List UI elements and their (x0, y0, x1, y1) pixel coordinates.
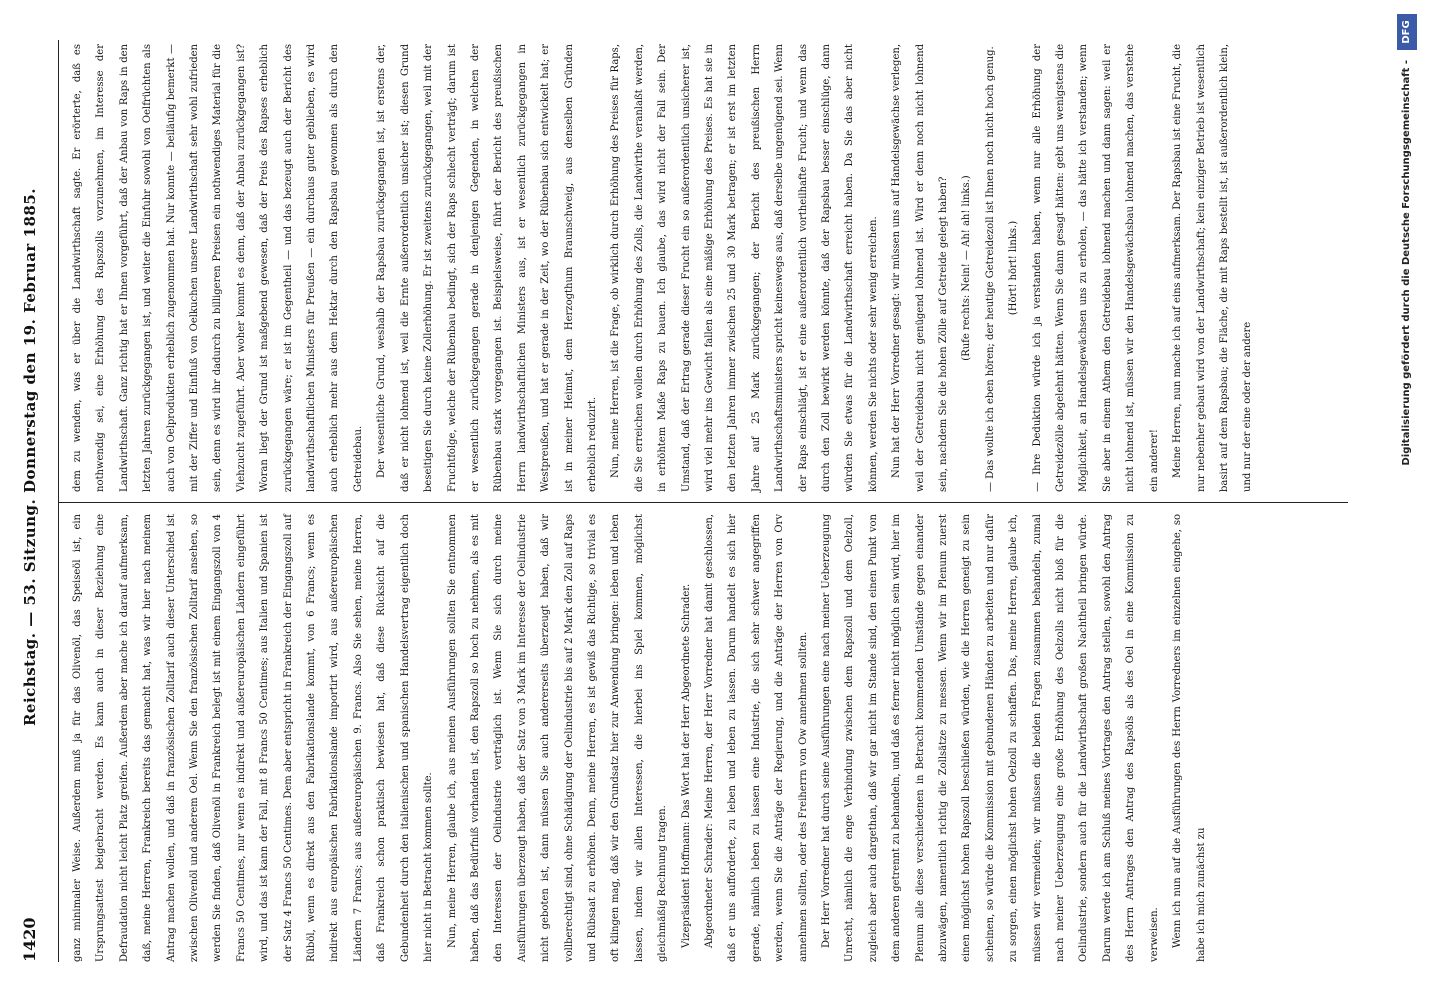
paragraph: Wenn ich nun auf die Ausführungen des Herrn Vorredners im einzelnen eingehe, so habe ich mich zunächst zu (1172, 514, 1207, 962)
paragraph: Nun, meine Herren, ist die Frage, ob wirklich durch Erhöhung des Preises für Raps, die Sie erreichen wollen durch Erhöhung des Zolls, die Landwirthe veranlaßt werden, in erhöhtem Maße Raps zu bauen. Ich glaube, das wird nicht der Fall sein. Der Umstand, daß der Ertrag gerade dieser Frucht ein so außerordentlich unsicherer ist, wird viel mehr ins Gewicht fallen als eine mäßige Erhöhung des Preises. Es hat sie in den letzten Jahren immer zwischen 25 und 30 Mark betragen; er ist erst im letzten Jahre auf 25 Mark zurückgegangen; der Bericht des preußischen Herrn Landwirthschaftsministers spricht keineswegs aus, daß derselbe ungenügend sei. Wenn der Raps einschlägt, ist er eine außerordentlich vortheilhafte Frucht; und wenn das durch den Zoll bewirkt werden könnte, daß der Rapsbau besser einschlüge, dann würden Sie etwas für die Landwirthschaft erreicht haben. Da Sie das aber nicht können, werden Sie nichts oder sehr wenig erreichen. (610, 44, 879, 492)
paragraph: Vizepräsident Hoffmann: Das Wort hat der Herr Abgeordnete Schrader. (680, 583, 692, 948)
paragraph: — Das wollte ich eben hören; der heutige Getreidezoll ist Ihnen noch nicht hoch genug. (984, 46, 996, 492)
left-column (66, 514, 1213, 962)
dfg-logo: DFG (1397, 14, 1417, 50)
interjection: (Hört! hört! links.) (1008, 220, 1020, 316)
page-header (20, 42, 54, 962)
right-column (66, 44, 1260, 492)
paragraph: Nun hat der Herr Vorredner gesagt: wir müssen uns auf Handelsgewächse verlegen, weil der Getreidebau nicht genügend lohnend ist. Wird er denn noch nicht lohnend sein, nachdem Sie die hohen Zölle auf Getreide gelegt haben? (891, 44, 950, 492)
page-title: Reichstag. — 53. Sitzung. Donnerstag den 19. Februar 1885. (21, 187, 39, 727)
paragraph: ganz minimaler Weise. Außerdem muß ja für das Olivenöl, das Speiseöl ist, ein Ursprungsattest beigebracht werden. Es kann auch in dieser Beziehung eine Defraudation nicht leicht Platz greifen. Außerdem aber mache ich darauf aufmerksam, daß, meine Herren, Frankreich bereits das gemacht hat, was wir hier nach meinem Antrag machen wollen, und daß in französischen Zolltarif auch dieser Unterschied ist zwischen Olivenöl und anderem Oel. Wenn Sie den französischen Zolltarif ansehen, so werden Sie finden, daß Olivenöl in Frankreich belegt ist mit einem Eingangszoll von 4 Francs 50 Centimes, nur wenn es indirekt und außereuropäischen Ländern eingeführt wird, und das ist kann der Fall, mit 8 Francs 50 Centimes; aus Italien und Spanien ist der Satz 4 Francs 50 Centimes. Dem aber entspricht in Frankreich der Eingangszoll auf Rüböl, wenn es direkt aus den Fabrikationslande kommt, von 6 Francs; wenn es indirekt aus europäischen Fabrikationslande importirt wird, aus außereuropäischen Ländern 7 Francs; aus außereuropäischen 9. Francs. Also Sie sehen, meine Herren, daß Frankreich schon praktisch bewiesen hat, daß diese Rücksicht auf die Gebundenheit durch den italienischen und spanischen Handelsvertrag eigentlich doch hier nicht in Betracht kommen sollte. (72, 514, 435, 962)
paragraph: Nun, meine Herren, glaube ich, aus meinen Ausführungen sollten Sie entnommen haben, daß das Bedürfniß vorhanden ist, den Rapszoll so hoch zu nehmen, als es mit den Interessen der Oelindustrie verträglich ist. Wenn Sie sich durch meine Ausführungen überzeugt haben, daß der Satz von 3 Mark im Interesse der Oelindustrie nicht geboten ist, dann müssen Sie auch andererseits überzeugt haben, daß wir vollberechtigt sind, ohne Schädigung der Oelindustrie bis auf 2 Mark den Zoll auf Raps und Rübsaat zu erhöhen. Denn, meine Herren, es ist gewiß das Richtige, so trivial es oft klingen mag, daß wir den Grundsatz hier zur Anwendung bringen: leben und leben lassen, indem wir allen Interessen, die hierbei ins Spiel kommen, möglichst gleichmäßig Rechnung tragen. (446, 514, 669, 962)
paragraph: — Ihre Deduktion würde ich ja verstanden haben, wenn nur alle Erhöhung der Getreidezölle abgelehnt hätten. Wenn Sie dann gesagt hätten: gebt uns wenigstens die Möglichkeit, an Handelsgewächsen uns zu erholen, — das hätte ich verstanden; wenn Sie aber in einem Athem den Getreidebau lohnend machen und dann sagen: weil er nicht lohnend ist, müssen wir den Handelsgewächsbau lohnend machen, das verstehe ein anderer! (1031, 44, 1160, 492)
paragraph: Abgeordneter Schrader: Meine Herren, der Herr Vorredner hat damit geschlossen, daß er uns aufforderte, zu leben und leben zu lassen. Darum handelt es sich hier gerade, nämlich leben zu lassen eine Industrie, die sich sehr schwer angegriffen werden, wenn Sie die Anträge der Regierung, und die Anträge der Herren von Orv annehmen sollten, oder des Freiherrn von Ow annehmen sollten. (703, 514, 809, 962)
header-rule (58, 40, 59, 962)
digitization-notice: Digitalisierung gefördert durch die Deutsche Forschungsgemeinschaft - (1401, 60, 1412, 466)
paragraph: Der Herr Vorredner hat durch seine Ausführungen eine nach meiner Ueberzeugung Unrecht, nämlich die enge Verbindung zwischen dem Rapszoll und dem Oelzoll, zugleich aber auch dargethan, daß wir gar nicht im Stande sind, den einen Punkt von dem anderen getrennt zu behandeln, und daß es ferner nicht möglich sein wird, hier im Plenum alle diese verschiedenen in Betracht kommenden Umstände gegen einander abzuwägen, namentlich richtig die Zollsätze zu messen. Wenn wir im Plenum zuerst einen möglichst hohen Rapszoll beschließen würden, wie die Herren geneigt zu sein scheinen, so würde die Kommission mit gebundenen Händen zu arbeiten und nur dafür zu sorgen, einen möglichst hohen Oelzoll zu schaffen. Das, meine Herren, glaube ich, müssen wir vermeiden; wir müssen die beiden Fragen zusammen behandeln, zumal nach meiner Ueberzeugung eine große Erhöhung des Oelzolls nicht bloß für die Oelindustrie, sondern auch für die Landwirthschaft großen Nachtheil bringen würde. Darum werde ich am Schluß meines Vortrages den Antrag stellen, sowohl den Antrag des Herrn Antrages den Antrag des Rapsöls als des Oel in eine Kommission zu verweisen. (821, 514, 1160, 962)
column-divider (58, 502, 1348, 503)
paragraph: dem zu wenden, was er über die Landwirthschaft sagte. Er erörterte, daß es nothwendig sei, eine Erhöhung des Rapszolls vorzunehmen, im Interesse der Landwirthschaft. Ganz richtig hat er Ihnen vorgeführt, daß der Anbau von Raps in den letzten Jahren zurückgegangen ist, und weiter die Einfuhr sowohl von Oelfrüchten als auch von Oelprodukten erheblich zugenommen hat. Nur konnte — beiläufig bemerkt — mit der Ziffer und Einfluß von Oelkuchen unsere Landwirthschaft sehr wohl zufrieden sein, denn es wird ihr dadurch zu billigeren Preisen ein nothwendiges Material für die Viehzucht zugeführt. Aber woher kommt es denn, daß der Anbau zurückgegangen ist? Woran liegt der Grund ist maßgebend gewesen, daß der Preis des Rapses erheblich zurückgegangen wäre; er ist im Gegentheil — und das bezeugt auch der Bericht des landwirthschaftlichen Ministers für Preußen — ein durchaus guter geblieben, es wird auch erheblich mehr aus dem Hektar durch den Rapsbau gewonnen als durch den Getreidebau. (72, 44, 364, 492)
paragraph: Meine Herren, nun mache ich auf eins aufmerksam. Der Rapsbau ist eine Frucht, die nur nebenher gebaut wird von der Landwirthschaft; kein einziger Betrieb ist wesentlich basirt auf dem Rapsbau; die Fläche, die mit Raps bestellt ist, ist außerordentlich klein, und nur der eine oder der andere (1172, 44, 1254, 492)
paragraph: Der wesentliche Grund, weshalb der Rapsbau zurückgegangen ist, ist erstens der, daß er nicht lohnend ist, weil die Ernte außerordentlich unsicher ist; diesen Grund beseitigen Sie durch keine Zollerhöhung. Er ist zweitens zurückgegangen, weil mit der Fruchtfolge, welche der Rübenbau bedingt, sich der Raps schlecht verträgt; darum ist er wesentlich zurückgegangen gerade in denjenigen Gegenden, in welchen der Rübenbau stark vorgegangen ist. Beispielsweise, führt der Bericht des preußischen Herrn landwirthschaftlichen Ministers aus, ist er wesentlich zurückgegangen in Westpreußen, und hat er gerade in der Zeit, wo der Rübenbau sich entwickelt hat; er ist in meiner Heimat, dem Herzogthum Braunschweig, aus denselben Gründen erheblich reduzirt. (376, 44, 598, 492)
interjection: (Rufe rechts: Nein! — Ah! ah! links.) (961, 175, 973, 361)
digitization-band (1395, 0, 1425, 1000)
page-number: 1420 (20, 917, 39, 962)
